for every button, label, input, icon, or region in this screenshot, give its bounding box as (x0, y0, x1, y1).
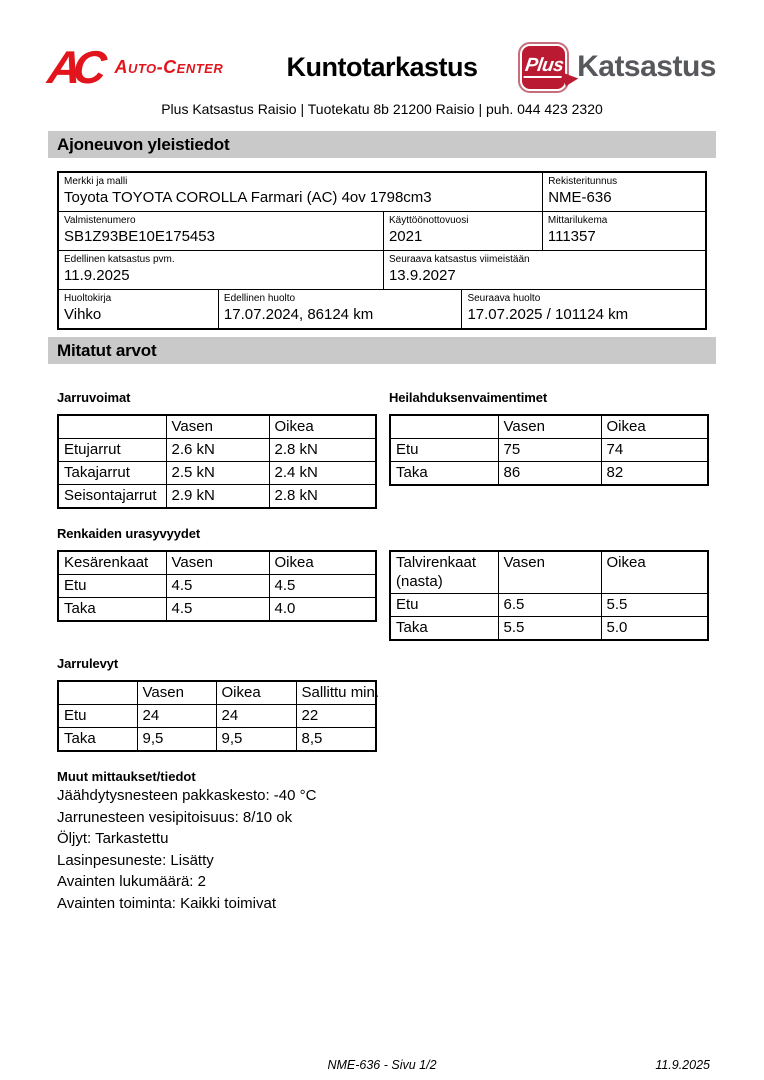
table-row (390, 617, 708, 641)
other-measurements-section (57, 769, 707, 914)
value-cell: 9,5 (216, 728, 296, 752)
cell-mittarilukema (542, 212, 705, 250)
field-label: Seuraava katsastus viimeistään (388, 254, 530, 265)
value-cell: 4.5 (269, 575, 376, 598)
table-row (58, 485, 376, 509)
tables-row-brakes-shocks (57, 390, 707, 509)
auto-center-logo (45, 41, 224, 93)
brake-forces-title: Jarruvoimat (57, 390, 131, 405)
row-label: Etu (58, 575, 166, 598)
header-cell: Oikea (269, 415, 376, 439)
field-value: 13.9.2027 (388, 267, 456, 284)
measurement-line: Jäähdytysnesteen pakkaskesto: -40 °C (57, 787, 317, 804)
table-row (58, 728, 376, 752)
brake-discs-title: Jarrulevyt (57, 656, 119, 671)
winter-tires-table (389, 550, 709, 641)
plus-badge-icon (520, 44, 567, 91)
field-label: Seuraava huolto (467, 293, 541, 304)
row-label: Seisontajarrut (58, 485, 166, 509)
header-cell: Vasen (166, 551, 269, 575)
value-cell: 6.5 (498, 594, 601, 617)
field-value: NME-636 (548, 189, 612, 206)
header-cell: Kesärenkaat (58, 551, 166, 575)
field-label: Huoltokirja (64, 293, 112, 304)
measurement-line: Öljyt: Tarkastettu (57, 830, 169, 847)
value-cell: 4.5 (166, 598, 269, 622)
summer-tires-column (57, 550, 375, 622)
info-row (59, 211, 705, 250)
value-cell: 2.8 kN (269, 439, 376, 462)
other-measurements-title: Muut mittaukset/tiedot (57, 769, 196, 784)
table-row (58, 462, 376, 485)
info-row (59, 250, 705, 289)
header-cell (58, 681, 137, 705)
value-cell: 24 (216, 705, 296, 728)
value-cell: 2.5 kN (166, 462, 269, 485)
header-cell (390, 415, 498, 439)
brake-forces-column (57, 390, 375, 509)
row-label: Etu (390, 594, 498, 617)
shock-absorbers-column (389, 390, 707, 486)
value-cell: 2.9 kN (166, 485, 269, 509)
measurement-line: Avainten lukumäärä: 2 (57, 873, 206, 890)
value-cell: 74 (601, 439, 708, 462)
footer-date: 11.9.2025 (655, 1058, 710, 1072)
section-header-vehicle-info-label: Ajoneuvon yleistiedot (57, 135, 230, 154)
table-header-row (58, 551, 376, 575)
table-row (390, 594, 708, 617)
table-row (58, 575, 376, 598)
footer-page-label: NME-636 - Sivu 1/2 (327, 1058, 437, 1072)
katsastus-wordmark: Katsastus (577, 50, 716, 83)
field-label: Mittarilukema (547, 215, 608, 226)
table-header-row (58, 415, 376, 439)
table-row (58, 598, 376, 622)
value-cell: 2.4 kN (269, 462, 376, 485)
table-row (390, 439, 708, 462)
row-label: Taka (390, 462, 498, 486)
cell-huoltokirja (59, 290, 218, 328)
header-cell: Vasen (166, 415, 269, 439)
cell-rekisteritunnus (542, 173, 705, 211)
vehicle-info-grid (57, 171, 707, 330)
header-cell: Vasen (498, 415, 601, 439)
header-cell: Oikea (601, 415, 708, 439)
auto-center-monogram-icon: AC (45, 41, 102, 93)
measured-values-area (57, 390, 707, 752)
row-label: Taka (58, 728, 137, 752)
field-value: SB1Z93BE10E175453 (64, 228, 215, 245)
cell-edellinen-huolto (218, 290, 462, 328)
table-row (390, 462, 708, 486)
field-value: Vihko (64, 306, 102, 323)
header-cell: Sallittu min. (296, 681, 376, 705)
header-cell: Oikea (601, 551, 708, 594)
winter-tires-column (389, 550, 707, 641)
cell-kayttoonottovuosi (383, 212, 542, 250)
auto-center-wordmark: Auto-Center (114, 56, 224, 77)
field-label: Rekisteritunnus (548, 176, 618, 187)
cell-seuraava-katsastus (383, 251, 705, 289)
value-cell: 5.5 (498, 617, 601, 641)
value-cell: 8,5 (296, 728, 376, 752)
value-cell: 86 (498, 462, 601, 486)
measurement-line: Lasinpesuneste: Lisätty (57, 851, 214, 869)
station-address: Plus Katsastus Raisio | Tuotekatu 8b 21200 Raisio | puh. 044 423 2320 (161, 101, 603, 117)
plus-katsastus-logo (520, 44, 716, 91)
field-label: Edellinen katsastus pvm. (64, 254, 175, 265)
tables-row-tires (57, 550, 707, 641)
report-header (45, 40, 716, 94)
field-value: 2021 (388, 228, 423, 245)
header-cell (58, 415, 166, 439)
table-header-row (390, 415, 708, 439)
field-value: 17.07.2025 / 101124 km (467, 306, 629, 323)
value-cell: 5.0 (601, 617, 708, 641)
section-header-vehicle-info (48, 131, 716, 158)
value-cell: 2.6 kN (166, 439, 269, 462)
header-cell: Oikea (269, 551, 376, 575)
row-label: Etujarrut (58, 439, 166, 462)
cell-valmistenumero (59, 212, 383, 250)
header-cell: Vasen (498, 551, 601, 594)
cell-merkki-ja-malli (59, 173, 542, 211)
header-cell: Oikea (216, 681, 296, 705)
value-cell: 24 (137, 705, 216, 728)
tire-tread-depths-title: Renkaiden urasyvyydet (57, 526, 201, 541)
value-cell: 4.5 (166, 575, 269, 598)
table-row (58, 439, 376, 462)
table-header-row (58, 681, 376, 705)
cell-seuraava-huolto (461, 290, 705, 328)
row-label: Etu (58, 705, 137, 728)
speech-bubble-tail-icon (563, 69, 580, 86)
value-cell: 5.5 (601, 594, 708, 617)
value-cell: 9,5 (137, 728, 216, 752)
report-title: Kuntotarkastus (286, 51, 478, 82)
value-cell: 2.8 kN (269, 485, 376, 509)
section-header-measured-values (48, 337, 716, 364)
value-cell: 82 (601, 462, 708, 486)
field-value: 11.9.2025 (64, 267, 130, 284)
value-cell: 75 (498, 439, 601, 462)
section-header-measured-values-label: Mitatut arvot (57, 341, 157, 360)
brake-forces-table (57, 414, 377, 509)
field-label: Valmistenumero (64, 215, 136, 226)
header-cell: Talvirenkaat (nasta) (390, 551, 498, 594)
row-label: Taka (58, 598, 166, 622)
brake-discs-table (57, 680, 380, 752)
header-cell: Vasen (137, 681, 216, 705)
summer-tires-table (57, 550, 377, 622)
info-row (59, 173, 705, 211)
row-label: Etu (390, 439, 498, 462)
row-label: Takajarrut (58, 462, 166, 485)
cell-edellinen-katsastus (59, 251, 383, 289)
field-value: 17.07.2024, 86124 km (223, 306, 374, 323)
info-row (59, 289, 705, 328)
value-cell: 22 (296, 705, 376, 728)
field-value: 111357 (547, 228, 596, 245)
measurement-line: Jarrunesteen vesipitoisuus: 8/10 ok (57, 808, 293, 826)
value-cell: 4.0 (269, 598, 376, 622)
field-label: Merkki ja malli (64, 176, 128, 187)
measurement-line: Avainten toiminta: Kaikki toimivat (57, 894, 276, 912)
table-row (58, 705, 376, 728)
plus-badge-text: Plus (523, 55, 565, 76)
field-value: Toyota TOYOTA COROLLA Farmari (AC) 4ov 1798cm3 (64, 189, 432, 206)
field-label: Käyttöönottovuosi (388, 215, 469, 226)
table-header-row (390, 551, 708, 594)
shock-absorbers-table (389, 414, 709, 486)
field-label: Edellinen huolto (223, 293, 296, 304)
shock-absorbers-title: Heilahduksenvaimentimet (389, 390, 548, 405)
row-label: Taka (390, 617, 498, 641)
